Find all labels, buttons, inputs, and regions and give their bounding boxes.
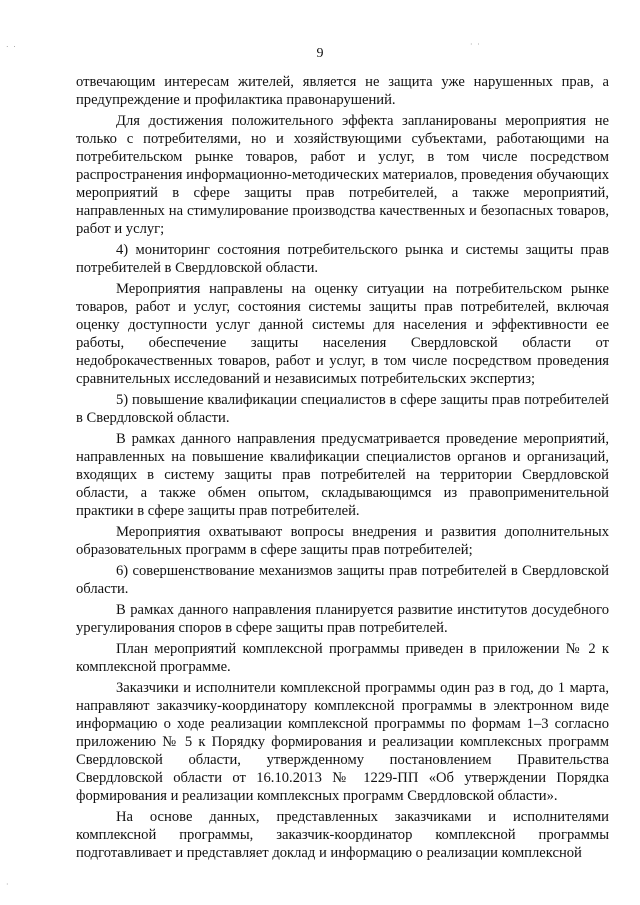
paragraph-positive-effect: Для достижения положительного эффекта запланированы мероприятия не только с потребителями, но и хозяйствующими субъектами, работающими на потребительском рынке товаров, работ и услуг, в том числе посредством распространения информационно-методических материалов, проведения обучающих мероприятий в сфере защиты прав потребителей, а также мероприятий, направленных на стимулирование производства качественных и безопасных товаров, работ и услуг; — [76, 113, 609, 237]
paragraph-item-6: 6) совершенствование механизмов защиты прав потребителей в Свердловской области. — [76, 563, 609, 597]
paragraph-continuation: отвечающим интересам жителей, является не защита уже нарушенных прав, а предупреждение и профилактика правонарушений. — [76, 74, 609, 108]
paragraph-qualification: В рамках данного направления предусматривается проведение мероприятий, направленных на повышение квалификации специалистов органов и организаций, входящих в систему защиты прав потребителей на территории Свердловской области, а также обмен опытом, складывающимся из правоприменительной практики в сфере защиты прав потребителей. — [76, 431, 609, 519]
document-body — [76, 73, 609, 865]
paragraph-monitoring: Мероприятия направлены на оценку ситуации на потребительском рынке товаров, работ и услуг, состояния системы защиты прав потребителей, включая оценку доступности услуг данной системы для населения и эффективности ее работы, обеспечение защиты населения Свердловской области от недоброкачественных товаров, работ и услуг, в том числе посредством проведения сравнительных исследований и независимых потребительских экспертиз; — [76, 281, 609, 387]
paragraph-item-4: 4) мониторинг состояния потребительского рынка и системы защиты прав потребителей в Свердловской области. — [76, 242, 609, 276]
scan-mark-left: . . — [6, 40, 17, 49]
paragraph-plan: План мероприятий комплексной программы приведен в приложении № 2 к комплексной программе. — [76, 641, 609, 675]
paragraph-pretrial: В рамках данного направления планируется развитие институтов досудебного урегулирования споров в сфере защиты прав потребителей. — [76, 602, 609, 636]
paragraph-item-5: 5) повышение квалификации специалистов в сфере защиты прав потребителей в Свердловской области. — [76, 392, 609, 426]
page-number: 9 — [316, 46, 324, 61]
scan-mark-left-bottom: · — [6, 880, 10, 889]
paragraph-education: Мероприятия охватывают вопросы внедрения и развития дополнительных образовательных программ в сфере защиты прав потребителей; — [76, 524, 609, 558]
paragraph-reporting: Заказчики и исполнители комплексной программы один раз в год, до 1 марта, направляют заказчику-координатору комплексной программы в электронном виде информацию о ходе реализации комплексной программы по формам 1–3 согласно приложению № 5 к Порядку формирования и реализации комплексных программ Свердловской области, утвержденному постановлением Правительства Свердловской области от 16.10.2013 № 1229-ПП «Об утверждении Порядка формирования и реализации комплексных программ Свердловской области». — [76, 680, 609, 804]
paragraph-report-preparation: На основе данных, представленных заказчиками и исполнителями комплексной программы, заказчик-координатор комплексной программы подготавливает и представляет доклад и информацию о реализации комплексной — [76, 809, 609, 861]
scan-mark-right: · · — [470, 40, 481, 49]
